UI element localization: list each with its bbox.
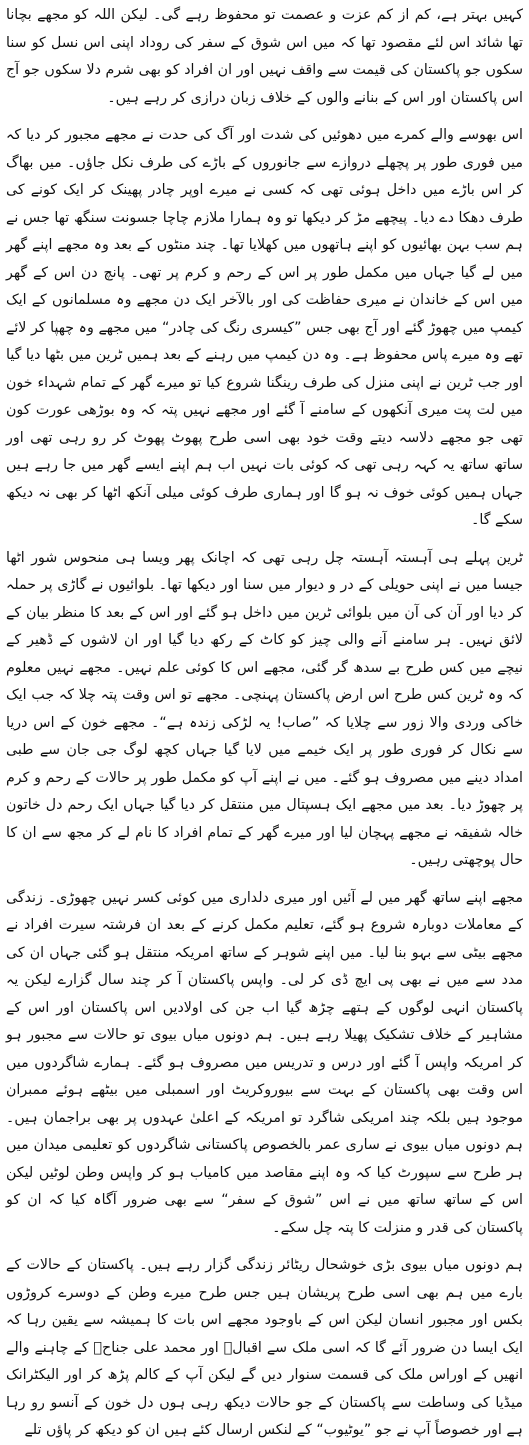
- paragraph-4: مجھے اپنے ساتھ گھر میں لے آئیں اور میری دلداری میں کوئی کسر نہیں چھوڑی۔ زندگی کے معاملات دوبارہ شروع ہو گئے، تعلیم مکمل کرنے کے بعد ان فرشتہ سیرت افراد نے مجھے بیٹی سے بہو بنا لیا۔ میں اپنے شوہر کے ساتھ امریکہ منتقل ہو گئی جہاں ان کی مدد سے میں نے بھی پی ایچ ڈی کر لی۔ واپس پاکستان آ کر چند سال گزارے لیکن یہ پاکستان انہی لوگوں کے ہتھے چڑھ گیا اب جن کی اولادیں اس پاکستان اور اس کے مشاہیر کے خلاف تشکیک پھیلا رہے ہیں۔ ہم دونوں میاں بیوی تو حالات سے مجبور ہو کر امریکہ واپس آ گئے اور درس و تدریس میں مصروف ہو گئے۔ ہمارے شاگردوں میں اس وقت بھی پاکستان کے بہت سے بیوروکریٹ اور اسمبلی میں بیٹھے ہوئے ممبران موجود ہیں بلکہ چند امریکی شاگرد تو امریکہ کے اعلیٰ عہدوں پر بھی براجمان ہیں۔ ہم دونوں میاں بیوی نے ساری عمر بالخصوص پاکستانی شاگردوں کو تعلیمی میدان میں ہر طرح سے سپورٹ کیا کہ وہ اپنے مقاصد میں کامیاب ہو کر واپس وطن لوٹیں لیکن اس کے ساتھ ساتھ میں نے اس ”شوق کے سفر“ سے بھی ضرور آگاہ کیا کہ ان کو پاکستان کی قدر و منزلت کا پتہ چل سکے۔: [6, 889, 523, 1236]
- paragraph-5: ہم دونوں میاں بیوی بڑی خوشحال ریٹائر زندگی گزار رہے ہیں۔ پاکستان کے حالات کے بارے میں ہم بھی اسی طرح پریشان ہیں جس طرح میرے وطن کے دوسرے کروڑوں بکس اور مجبور انسان لیکن اس کے باوجود مجھے اس بات کا ہمیشہ سے یقین رہا کہ ایک ایسا دن ضرور آئے گا کہ اسی ملک سے اقبالؒ اور محمد علی جناحؒ کے چاہنے والے انھیں کے اوراس ملک کی قسمت سنوار دیں گے لیکن آپ کے کالم پڑھ کر اور الیکٹرانک میڈیا کی وساطت سے پاکستان کے جو حالات دیکھ رہی ہوں دل خون کے آنسو رو رہا ہے اور خصوصاً آپ نے جو ”یوٹیوب“ کے لنکس ارسال کئے ہیں ان کو دیکھ کر پاؤں تلے: [6, 1257, 523, 1438]
- paragraph-2: اس بھوسے والے کمرے میں دھوئیں کی شدت اور آگ کی حدت نے مجھے مجبور کر دیا کہ میں فوری طور پر پچھلے دروازے سے جانوروں کے باڑے کی طرف نکل جاؤں۔ میں بھاگ کر اس باڑے میں داخل ہوئی تھی کہ کسی نے میرے اوپر چادر پھینک کر ایک کونے کی طرف دھکا دے دیا۔ پیچھے مڑ کر دیکھا تو وہ ہمارا ملازم چاچا جسونت سنگھ تھا جس نے ہم سب بہن بھائیوں کو اپنے ہاتھوں میں کھلایا تھا۔ چند منٹوں کے بعد وہ مجھے اپنے گھر میں لے گیا جہاں میں مکمل طور پر اس کے رحم و کرم پر تھی۔ پانچ دن اس کے گھر میں اس کے خاندان نے میری حفاظت کی اور بالآخر ایک دن مجھے وہ مسلمانوں کے ایک کیمپ میں چھوڑ گئے اور آج بھی جس ”کیسری رنگ کی چادر“ میں مجھے وہ چھپا کر لائے تھے وہ میرے پاس محفوظ ہے۔ وہ دن کیمپ میں رہنے کے بعد ہمیں ٹرین میں بٹھا دیا گیا اور جب ٹرین نے اپنی منزل کی طرف رینگنا شروع کیا تو میرے گھر کے تمام شہداء خون میں لت پت میری آنکھوں کے سامنے آ گئے اور مجھے نہیں پتہ کہ وہ بوڑھی عورت کون تھی جو مجھے دلاسہ دیتے وقت خود بھی اسی طرح پھوٹ پھوٹ کر رو رہی تھی اور ساتھ ساتھ یہ کہہ رہی تھی کہ کوئی بات نہیں اب ہم اپنے ایسے گھر میں جا رہے ہیں جہاں ہمیں کوئی خوف نہ ہو گا اور ہماری طرف کوئی میلی آنکھ اٹھا کر بھی نہ دیکھ سکے گا۔: [6, 127, 523, 528]
- paragraph-1: کہیں بہتر ہے، کم از کم عزت و عصمت تو محفوظ رہے گی۔ لیکن اللہ کو مجھے بچانا تھا شائد اس لئے مقصود تھا کہ میں اس شوق کے سفر کی روداد اپنی اس نسل کو سنا سکوں جو پاکستان کی قیمت سے واقف نہیں اور ان افراد کو بھی شرم دلا سکوں جو آج اس پاکستان اور اس کے بنانے والوں کے خلاف زبان درازی کر رہے ہیں۔: [6, 7, 523, 106]
- paragraph-3: ٹرین پہلے ہی آہستہ آہستہ چل رہی تھی کہ اچانک پھر ویسا ہی منحوس شور اٹھا جیسا میں نے اپنی حویلی کے در و دیوار میں سنا اور دیکھا تھا۔ بلوائیوں نے گاڑی پر حملہ کر دیا اور آن کی آن میں بلوائی ٹرین میں داخل ہو گئے اور اس کے بعد کا منظر بیان کے لائق نہیں۔ ہر سامنے آنے والی چیز کو کاٹ کے رکھ دیا گیا اور ان لاشوں کے ڈھیر کے نیچے میں کس طرح بے سدھ گر گئی، مجھے اس کا کوئی علم نہیں۔ مجھے نہیں معلوم کہ وہ ٹرین کس طرح اس ارض پاکستان پہنچی۔ مجھے تو اس وقت پتہ چلا کہ جب ایک خاکی وردی والا زور سے چلایا کہ ”صاب! یہ لڑکی زندہ ہے“۔ مجھے خون کے اس دریا سے نکال کر فوری طور پر ایک خیمے میں لایا گیا جہاں کچھ لوگ جی جان سے طبی امداد دینے میں مصروف ہو گئے۔ میں نے اپنے آپ کو مکمل طور پر حالات کے رحم و کرم پر چھوڑ دیا۔ بعد میں مجھے ایک ہسپتال میں منتقل کر دیا گیا جہاں ایک رحم دل خاتون خالہ شفیقہ نے مجھے پہچان لیا اور میرے گھر کے تمام افراد کا نام لے کر مجھ سے ان کا حال پوچھتی رہیں۔: [6, 549, 523, 868]
